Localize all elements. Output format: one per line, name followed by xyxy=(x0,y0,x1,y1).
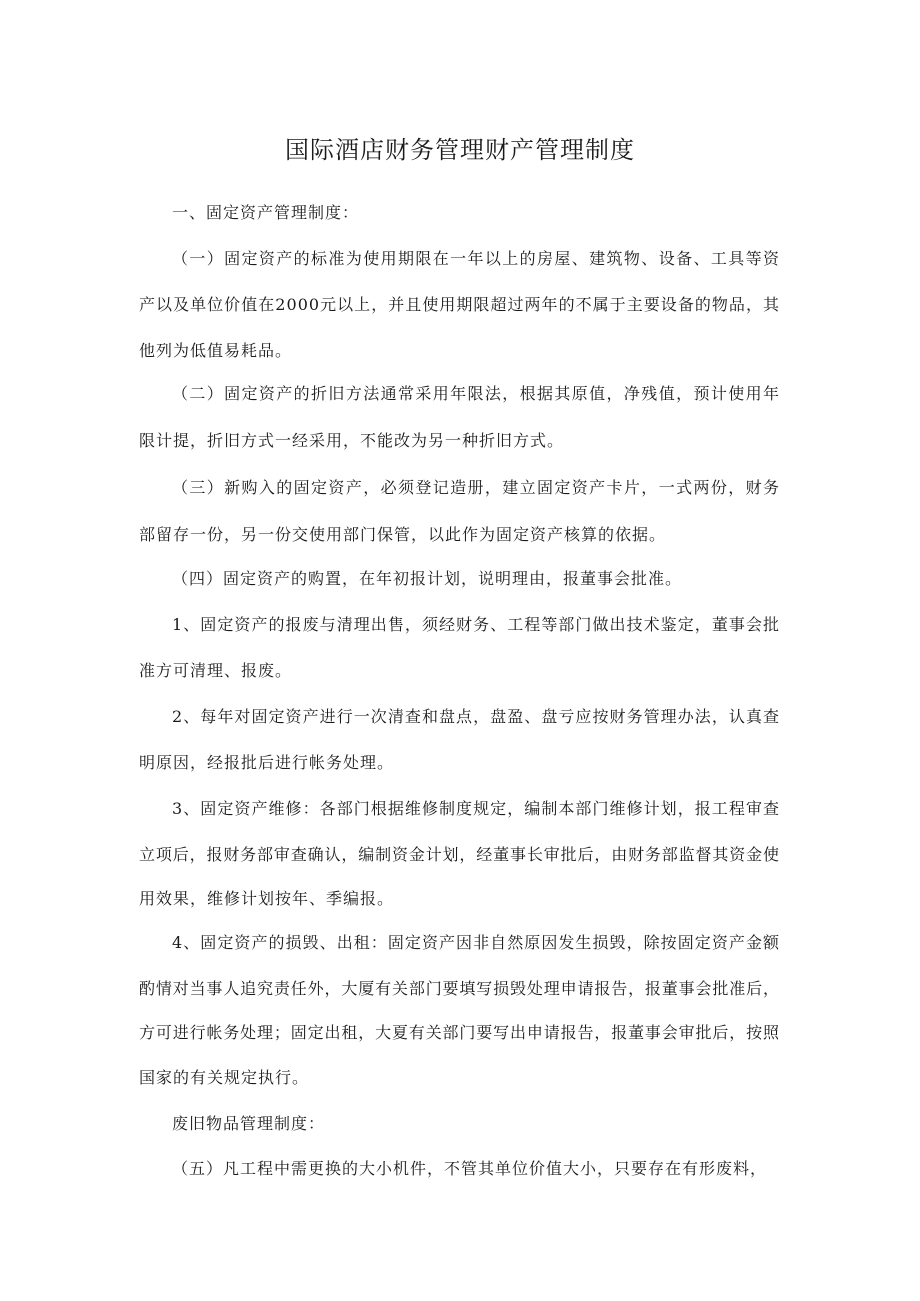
paragraph-5-line: （五）凡工程中需更换的大小机件，不管其单位价值大小，只要存在有形废料， xyxy=(172,1159,768,1178)
item-4-line: 国家的有关规定执行。 xyxy=(139,1068,310,1087)
item-3-line: 用效果，维修计划按年、季编报。 xyxy=(139,889,395,908)
paragraph-1-line: （一）固定资产的标准为使用期限在一年以上的房屋、建筑物、设备、工具等资 xyxy=(172,249,781,268)
item-4-line: 酌情对当事人追究责任外，大厦有关部门要填写损毁处理申请报告，报董事会批准后， xyxy=(139,979,780,998)
paragraph-3-line: （三）新购入的固定资产，必须登记造册，建立固定资产卡片，一式两份，财务 xyxy=(172,478,781,497)
paragraph-3-line: 部留存一份，另一份交使用部门保管，以此作为固定资产核算的依据。 xyxy=(139,525,667,544)
item-1-line: 1、固定资产的报废与清理出售，须经财务、工程等部门做出技术鉴定，董事会批 xyxy=(172,615,781,634)
paragraph-2-line: （二）固定资产的折旧方法通常采用年限法，根据其原值，净残值，预计使用年 xyxy=(172,384,781,403)
paragraph-1-line: 产以及单位价值在2000元以上，并且使用期限超过两年的不属于主要设备的物品，其 xyxy=(139,295,781,314)
paragraph-4-line: （四）固定资产的购置，在年初报计划，说明理由，报董事会批准。 xyxy=(172,569,683,588)
item-4-line: 方可进行帐务处理；固定出租，大夏有关部门要写出申请报告，报董事会审批后，按照 xyxy=(139,1023,780,1042)
paragraph-1-line: 他列为低值易耗品。 xyxy=(139,341,293,360)
item-2-line: 明原因，经报批后进行帐务处理。 xyxy=(139,753,395,772)
item-3-line: 3、固定资产维修：各部门根据维修制度规定，编制本部门维修计划，报工程审查 xyxy=(172,799,781,818)
section-heading-waste-items-line: 废旧物品管理制度： xyxy=(172,1114,326,1133)
item-4-line: 4、固定资产的损毁、出租：固定资产因非自然原因发生损毁，除按固定资产金额 xyxy=(172,933,781,952)
page-title: 国际酒店财务管理财产管理制度 xyxy=(285,136,635,164)
section-heading-fixed-assets-line: 一、固定资产管理制度： xyxy=(172,203,360,222)
item-1-line: 准方可清理、报废。 xyxy=(139,661,293,680)
item-2-line: 2、每年对固定资产进行一次清查和盘点，盘盈、盘亏应按财务管理办法，认真查 xyxy=(172,707,781,726)
paragraph-2-line: 限计提，折旧方式一经采用，不能改为另一种折旧方式。 xyxy=(139,431,565,450)
item-3-line: 立项后，报财务部审查确认，编制资金计划，经董事长审批后，由财务部监督其资金使 xyxy=(139,845,780,864)
